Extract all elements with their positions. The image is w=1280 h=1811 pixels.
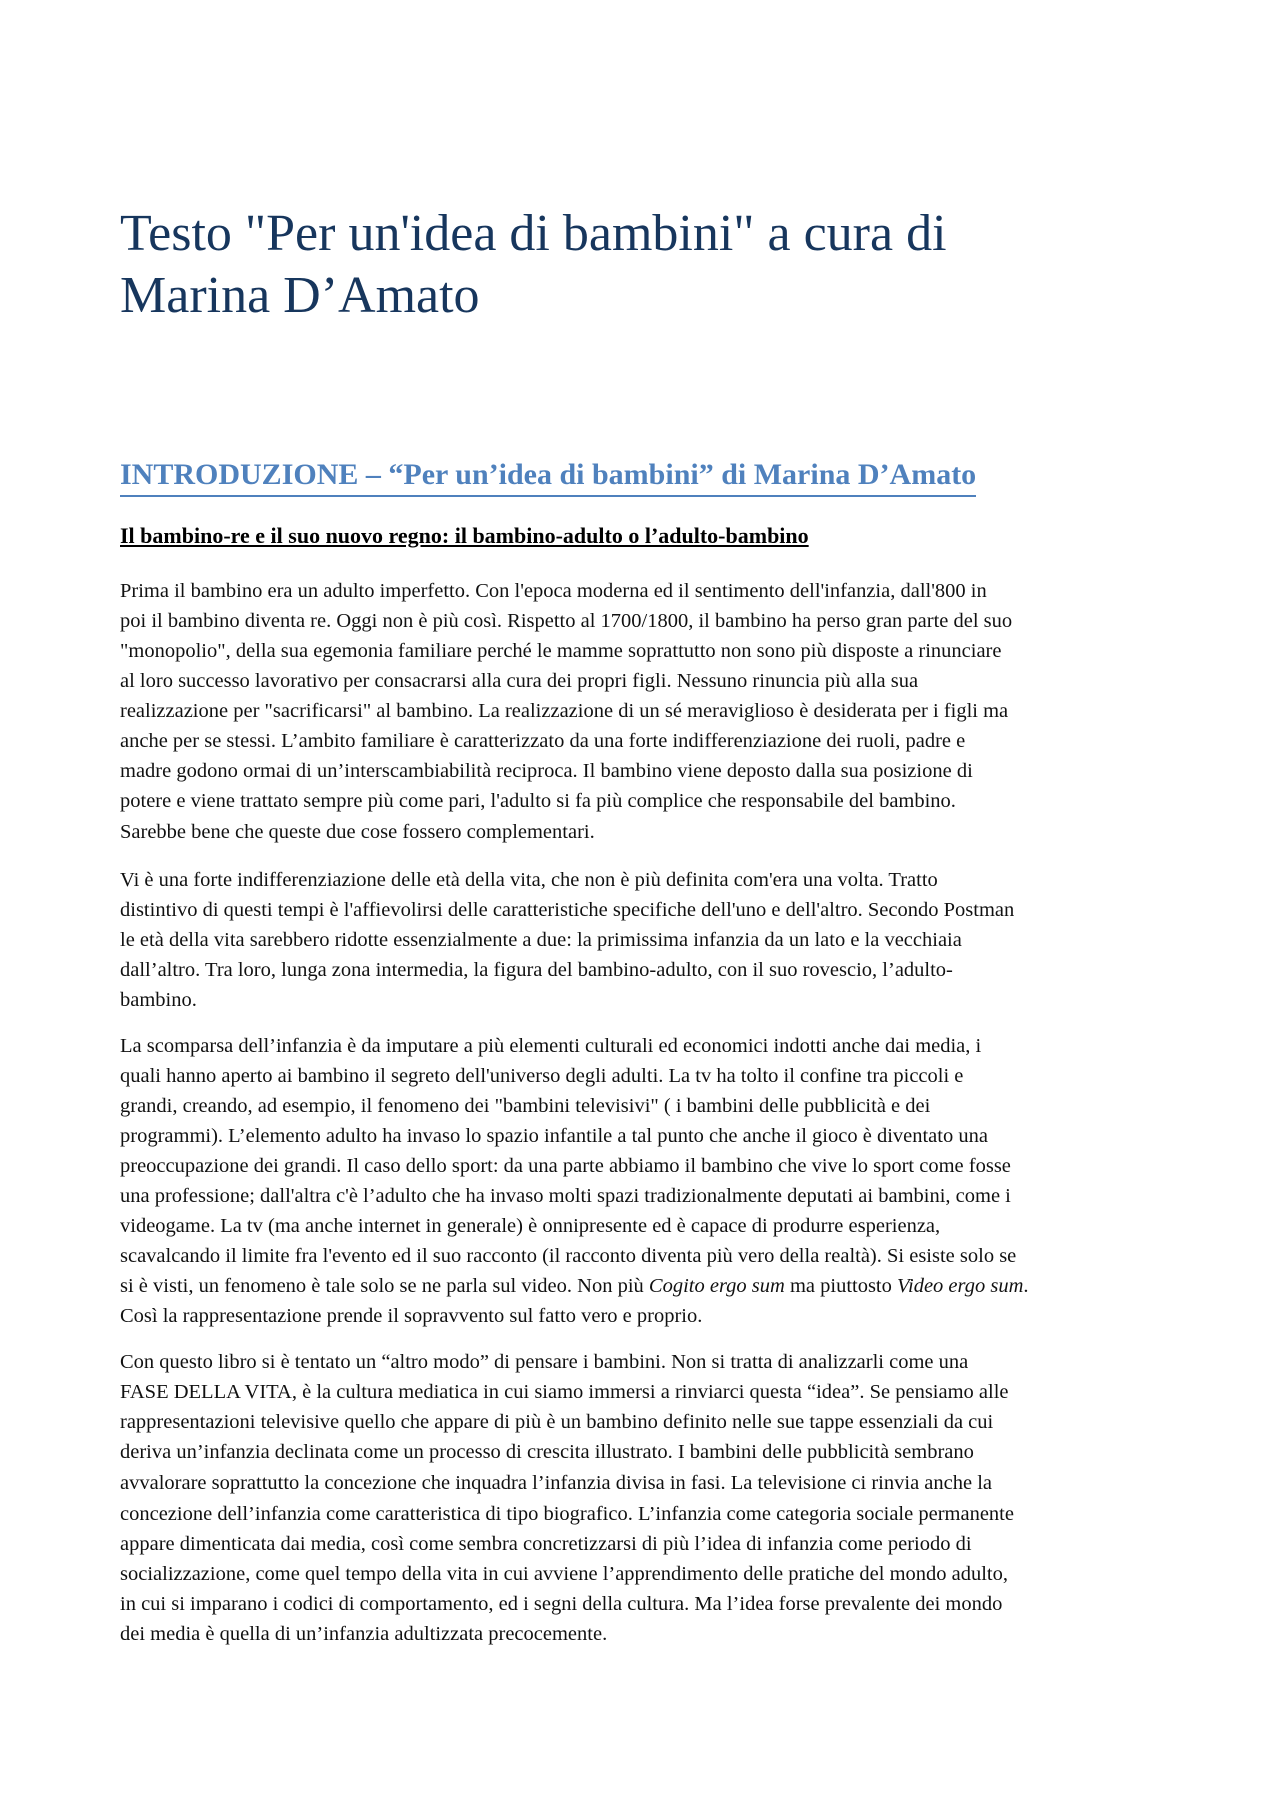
paragraph-1: [120, 576, 1170, 849]
paragraph-3: [120, 1031, 1170, 1331]
paragraph-line: socializzazione, come quel tempo della vita in cui avviene l’apprendimento delle pratiche del mondo adulto,: [120, 1563, 1009, 1585]
paragraph-line: al loro successo lavorativo per consacrarsi alla cura dei propri figli. Nessuno rinuncia più alla sua: [120, 670, 919, 692]
paragraph-line: Prima il bambino era un adulto imperfetto. Con l'epoca moderna ed il sentimento dell'infanzia, dall'800 in: [120, 580, 987, 602]
paragraph-line: avvalorare soprattutto la concezione che inquadra l’infanzia divisa in fasi. La televisione ci rinvia anche la: [120, 1472, 993, 1494]
paragraph-line: dall’altro. Tra loro, lunga zona intermedia, la figura del bambino-adulto, con il suo rovescio, l’adulto-: [120, 959, 953, 981]
paragraph-line: poi il bambino diventa re. Oggi non è più così. Rispetto al 1700/1800, il bambino ha perso gran parte del suo: [120, 610, 1013, 632]
paragraph-line: rappresentazioni televisive quello che appare di più è un bambino definito nelle sue tappe essenziali da cui: [120, 1411, 994, 1433]
paragraph-line: deriva un’infanzia declinata come un processo di crescita illustrato. I bambini delle pubblicità sembrano: [120, 1441, 974, 1463]
paragraph-line: Così la rappresentazione prende il sopravvento sul fatto vero e proprio.: [120, 1305, 703, 1327]
paragraph-line: quali hanno aperto ai bambino il segreto dell'universo degli adulti. La tv ha tolto il confine tra piccoli e: [120, 1065, 964, 1087]
body-text: [120, 576, 1170, 1665]
text-fragment: .: [1023, 1275, 1029, 1297]
paragraph-line: le età della vita sarebbero ridotte essenzialmente a due: la primissima infanzia da un lato e la vecchiaia: [120, 929, 962, 951]
text-fragment: ma piuttosto: [784, 1275, 898, 1297]
paragraph-line: realizzazione per "sacrificarsi" al bambino. La realizzazione di un sé meraviglioso è desiderata per i figli ma: [120, 700, 1009, 722]
paragraph-line: distintivo di questi tempi è l'affievolirsi delle caratteristiche specifiche dell'uno e dell'altro. Secondo Postman: [120, 899, 1015, 921]
paragraph-line: madre godono ormai di un’interscambiabilità reciproca. Il bambino viene deposto dalla sua posizione di: [120, 760, 973, 782]
paragraph-line: dei media è quella di un’infanzia adultizzata precocemente.: [120, 1623, 608, 1645]
sub-heading: Il bambino-re e il suo nuovo regno: il bambino-adulto o l’adulto-bambino: [120, 523, 809, 548]
paragraph-line: preoccupazione dei grandi. Il caso dello sport: da una parte abbiamo il bambino che vive lo sport come fosse: [120, 1155, 1011, 1177]
italic-phrase: Cogito ergo sum: [648, 1275, 785, 1297]
paragraph-line: grandi, creando, ad esempio, il fenomeno dei "bambini televisivi" ( i bambini delle pubblicità e dei: [120, 1095, 931, 1117]
text-fragment: si è visti, un fenomeno è tale solo se ne parla sul video. Non più: [120, 1275, 649, 1297]
section-heading: INTRODUZIONE – “Per un’idea di bambini” di Marina D’Amato: [120, 455, 976, 497]
paragraph-line: FASE DELLA VITA, è la cultura mediatica in cui siamo immersi a rinviarci questa “idea”. Se pensiamo alle: [120, 1381, 1009, 1403]
paragraph-line: bambino.: [120, 989, 197, 1011]
paragraph-line: Con questo libro si è tentato un “altro modo” di pensare i bambini. Non si tratta di analizzarli come una: [120, 1351, 969, 1373]
paragraph-line: La scomparsa dell’infanzia è da imputare a più elementi culturali ed economici indotti anche dai media, i: [120, 1035, 982, 1057]
paragraph-line: potere e viene trattato sempre più come pari, l'adulto si fa più complice che responsabile del bambino.: [120, 790, 956, 812]
paragraph-line: una professione; dall'altra c'è l’adulto che ha invaso molti spazi tradizionalmente deputati ai bambini, come i: [120, 1185, 1011, 1207]
paragraph-line: concezione dell’infanzia come caratteristica di tipo biografico. L’infanzia come categoria sociale permanente: [120, 1503, 1014, 1525]
paragraph-2: [120, 865, 1170, 1015]
paragraph-line: anche per se stessi. L’ambito familiare è caratterizzato da una forte indifferenziazione dei ruoli, padre e: [120, 730, 966, 752]
paragraph-line-with-italics: [120, 1271, 1170, 1301]
paragraph-line: scavalcando il limite fra l'evento ed il suo racconto (il racconto diventa più vero della realtà). Si esiste solo se: [120, 1245, 1017, 1267]
title-line-1: Testo "Per un'idea di bambini" a cura di: [120, 205, 947, 262]
paragraph-line: videogame. La tv (ma anche internet in generale) è onnipresente ed è capace di produrre esperienza,: [120, 1215, 941, 1237]
paragraph-line: in cui si imparano i codici di comportamento, ed i segni della cultura. Ma l’idea forse prevalente dei mondo: [120, 1593, 1003, 1615]
paragraph-line: "monopolio", della sua egemonia familiare perché le mamme soprattutto non sono più disposte a rinunciare: [120, 640, 1002, 662]
title-line-2: Marina D’Amato: [120, 267, 480, 324]
italic-phrase: Video ergo sum: [897, 1275, 1024, 1297]
document-title: [120, 203, 1160, 327]
paragraph-line: appare dimenticata dai media, così come sembra concretizzarsi di più l’idea di infanzia come periodo di: [120, 1533, 972, 1555]
paragraph-4: [120, 1347, 1170, 1649]
paragraph-line: Vi è una forte indifferenziazione delle età della vita, che non è più definita com'era una volta. Tratto: [120, 869, 938, 891]
paragraph-line: programmi). L’elemento adulto ha invaso lo spazio infantile a tal punto che anche il gioco è diventato una: [120, 1125, 988, 1147]
paragraph-line: Sarebbe bene che queste due cose fossero complementari.: [120, 821, 595, 843]
